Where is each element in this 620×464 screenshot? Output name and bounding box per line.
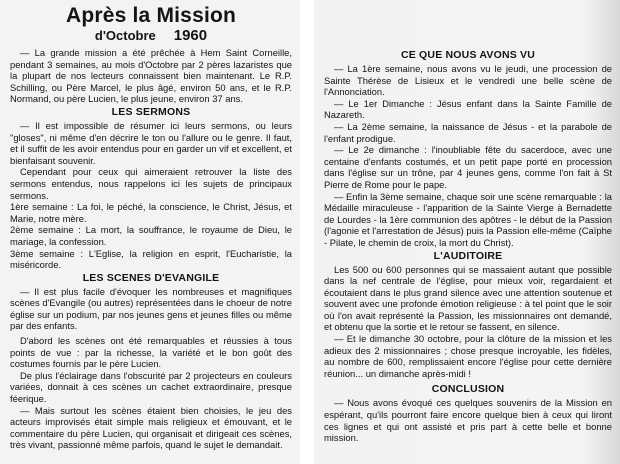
page-gutter [300, 0, 314, 464]
audience-paragraph-1: Les 500 ou 600 personnes qui se massaient autant que possible dans la nef centrale de l'église, pour mieux voir, regardaient et écoutaient dans le plus grand silence avec une attention soutenue et souvent avec une profonde émotion religieuse : à tel point que le soir où l'on avait représenté la Passion, les missionnaires ont demandé, et obtenu que la sortie et le retour se fassent, en silence. [324, 263, 612, 333]
subtitle-year: 1960 [173, 27, 208, 44]
section-heading-sermons: LES SERMONS [111, 105, 191, 118]
sermons-paragraph-1: — Il est impossible de résumer ici leurs sermons, ou leurs "gloses", ni même d'en décrire le ton ou l'allure ou le genre. Il faut, et il suffit de les avoir entendus pour en garder un vif et excellent, et bienfaisant souvenir. [10, 119, 292, 166]
right-clipping [314, 0, 620, 464]
seen-paragraph-2: — Le 1er Dimanche : Jésus enfant dans la Sainte Famille de Nazareth. [324, 97, 612, 121]
intro-paragraph: — La grande mission a été prêchée à Hem Saint Corneille, pendant 3 semaines, au mois d'Octobre par 2 pères lazaristes que la plupart de nos lecteurs connaissent bien maintenant. Le R.P. Schilling, ou Père Marcel, le plus âgé, environ 50 ans, et le R.P. Normand, ou père Lucien, le plus jeune, environ 37 ans. [10, 47, 292, 105]
section-heading-conclusion: CONCLUSION [431, 383, 505, 396]
audience-paragraph-2: — Et le dimanche 30 octobre, pour la clôture de la mission et les adieux des 2 missionnaires ; chose presque incroyable, les fidèles, au nombre de 600, remplissaient encore l'église pour cette dernière réunion... un dimanche après-midi ! [324, 333, 612, 379]
scenes-paragraph-1: — Il est plus facile d'évoquer les nombreuses et magnifiques scènes d'Evangile (ou autres) représentées dans le choeur de notre église sur un podium, par nos jeunes gens et jeunes filles ou même par des enfants. [10, 285, 292, 332]
seen-paragraph-3: — La 2ème semaine, la naissance de Jésus - et la parabole de l'enfant prodigue. [324, 120, 612, 144]
sermons-week-2: 2ème semaine : La mort, la souffrance, le royaume de Dieu, le mariage, la confession. [10, 224, 292, 247]
article-subtitle [10, 28, 292, 44]
section-heading-scenes: LES SCENES D'EVANGILE [82, 271, 220, 284]
article-title: Après la Mission [65, 4, 237, 27]
seen-paragraph-4: — Le 2e dimanche : l'inoubliable fête du sacerdoce, avec une centaine d'enfants costumés, et un petit pape porté en procession dans l'église sur un trône, par 4 jeunes gens, comme l'on fait à St Pierre de Rome pour le pape. [324, 144, 612, 190]
seen-paragraph-1: — La 1ère semaine, nous avons vu le jeudi, une procession de Sainte Thérèse de Lisieux et le vendredi une belle scène de l'Annonciation. [324, 63, 612, 98]
section-heading-audience: L'AUDITOIRE [433, 249, 503, 262]
scenes-paragraph-3: De plus l'éclairage dans l'obscurité par 2 projecteurs en couleurs variées, donnait à ces scènes un cachet extraordinaire, presque féerique. [10, 369, 292, 405]
subtitle-text: d'Octobre [94, 28, 156, 43]
sermons-week-3: 3ème semaine : L'Eglise, la religion en esprit, l'Eucharistie, la miséricorde. [10, 247, 292, 271]
scenes-paragraph-4: — Mais surtout les scènes étaient bien choisies, le jeu des acteurs improvisés était simple mais religieux et émouvant, et le commentaire du père Lucien, qui organisait et dirigeait ces scènes, très vivant, passionné même parfois, quand le sujet le demandait. [10, 404, 292, 451]
conclusion-paragraph: — Nous avons évoqué ces quelques souvenirs de la Mission en espérant, qu'ils pourront faire encore quelque bien à ceux qui liront ces lignes et qui ont assisté et pris part à cette belle et bonne mission. [324, 397, 612, 444]
section-heading-seen: CE QUE NOUS AVONS VU [400, 49, 536, 61]
seen-paragraph-5: — Enfin la 3ème semaine, chaque soir une scène remarquable : la Médaille miraculeuse - l'apparition de la Sainte Vierge à Bernadette de Lourdes - la 1ère communion des apôtres - le début de la Passion (l'agonie et l'arrestation de Jésus) puis la Passion elle-même (Caïphe - Pilate, le chemin de croix, la mort du Christ). [324, 190, 612, 248]
scenes-paragraph-2: D'abord les scènes ont été remarquables et réussies à tous points de vue : par la richesse, la variété et le bon goût des costumes fournis par le père Lucien. [10, 335, 292, 370]
left-clipping [0, 0, 300, 464]
sermons-paragraph-2: Cependant pour ceux qui aimeraient retrouver la liste des sermons entendus, nous rappelons ici les sujets de principaux sermons. [10, 166, 292, 201]
sermons-week-1: 1ère semaine : La foi, le péché, la conscience, le Christ, Jésus, et Marie, notre mère. [10, 201, 292, 224]
